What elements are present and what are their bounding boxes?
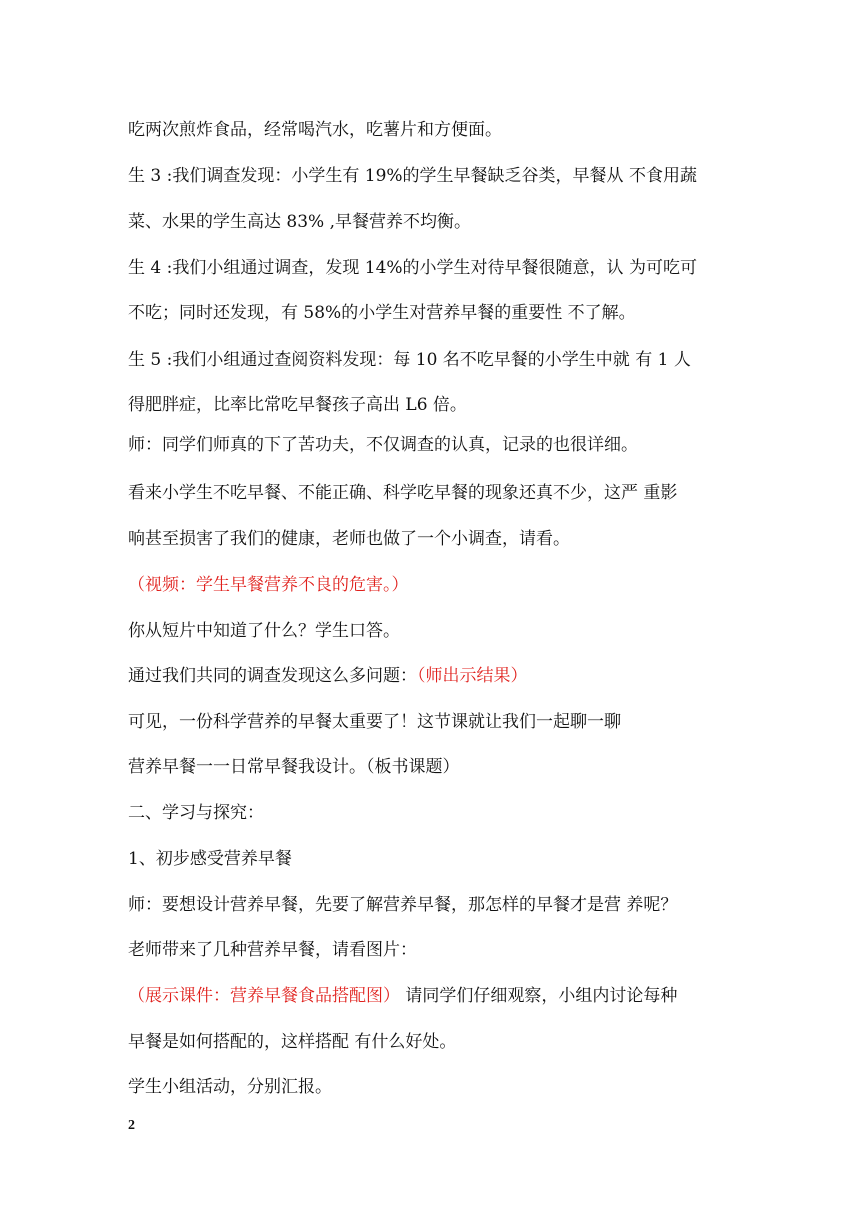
paragraph-text: 请同学们仔细观察，小组内讨论每种 — [400, 986, 678, 1006]
paragraph-line: 响甚至损害了我们的健康，老师也做了一个小调查，请看。 — [128, 529, 570, 549]
paragraph-line: 可见，一份科学营养的早餐太重要了！这节课就让我们一起聊一聊 — [128, 712, 621, 732]
paragraph-text: 通过我们共同的调查发现这么多问题： — [128, 666, 417, 686]
paragraph-line: 师：同学们师真的下了苦功夫，不仅调查的认真，记录的也很详细。 — [128, 435, 638, 455]
paragraph-line: 学生小组活动，分别汇报。 — [128, 1077, 332, 1097]
paragraph-line: 看来小学生不吃早餐、不能正确、科学吃早餐的现象还真不少，这严 重影 — [128, 483, 678, 503]
page-number: 2 — [128, 1118, 135, 1133]
paragraph-line: 老师带来了几种营养早餐，请看图片： — [128, 940, 417, 960]
paragraph-line: 不吃；同时还发现，有 58%的小学生对营养早餐的重要性 不了解。 — [128, 303, 636, 323]
paragraph-line — [128, 664, 748, 688]
paragraph-line: 菜、水果的学生高达 83% ,早餐营养不均衡。 — [128, 212, 471, 232]
paragraph-line: 营养早餐一一日常早餐我设计。（板书课题） — [128, 757, 460, 777]
teacher-note: （师出示结果） — [417, 666, 528, 686]
paragraph-line: 吃两次煎炸食品，经常喝汽水，吃薯片和方便面。 — [128, 120, 502, 140]
courseware-note: （展示课件：营养早餐食品搭配图） — [128, 986, 400, 1006]
video-note: （视频：学生早餐营养不良的危害。） — [128, 575, 409, 595]
subsection-heading: 1、初步感受营养早餐 — [128, 849, 292, 869]
paragraph-line: 生 5 :我们小组通过查阅资料发现：每 10 名不吃早餐的小学生中就 有 1 人 — [128, 350, 691, 370]
paragraph-line: 你从短片中知道了什么？学生口答。 — [128, 621, 400, 641]
paragraph-line — [128, 984, 748, 1008]
paragraph-line: 早餐是如何搭配的，这样搭配 有什么好处。 — [128, 1032, 457, 1052]
paragraph-line: 得肥胖症，比率比常吃早餐孩子高出 L6 倍。 — [128, 395, 467, 415]
paragraph-line: 生 4 :我们小组通过调查，发现 14%的小学生对待早餐很随意，认 为可吃可 — [128, 258, 697, 278]
section-heading: 二、学习与探究： — [128, 803, 264, 823]
paragraph-line: 师：要想设计营养早餐，先要了解营养早餐，那怎样的早餐才是营 养呢？ — [128, 895, 678, 915]
paragraph-line: 生 3 :我们调查发现：小学生有 19%的学生早餐缺乏谷类，早餐从 不食用蔬 — [128, 166, 697, 186]
